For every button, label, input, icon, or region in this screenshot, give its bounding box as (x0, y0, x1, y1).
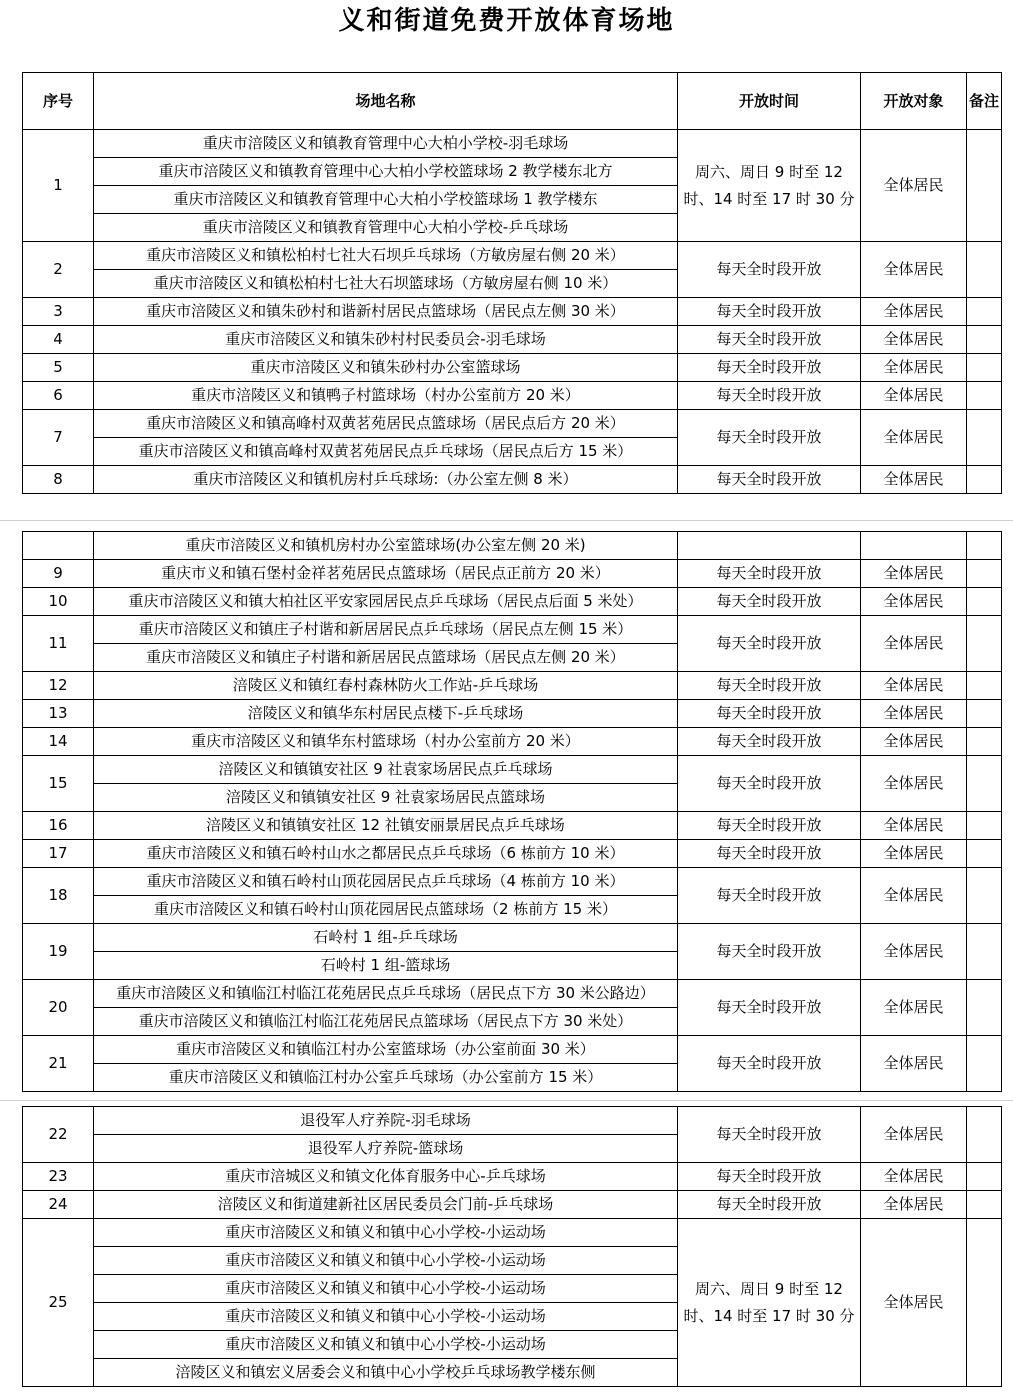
note-cell (967, 1107, 1002, 1163)
open-target-cell: 全体居民 (861, 466, 967, 494)
seq-cell (23, 532, 94, 560)
venue-name-cell: 重庆市涪陵区义和镇临江村办公室篮球场（办公室前面 30 米） (94, 1036, 678, 1064)
seq-cell: 22 (23, 1107, 94, 1163)
venue-name-cell: 重庆市涪陵区义和镇机房村办公室篮球场(办公室左侧 20 米) (94, 532, 678, 560)
seq-cell: 12 (23, 672, 94, 700)
note-cell (967, 728, 1002, 756)
seq-cell: 7 (23, 410, 94, 466)
note-cell (967, 298, 1002, 326)
table-row (23, 1163, 1002, 1191)
open-target-cell: 全体居民 (861, 700, 967, 728)
open-time-cell: 每天全时段开放 (678, 382, 861, 410)
venue-table-page-3 (22, 1106, 1002, 1387)
table-row (23, 812, 1002, 840)
note-cell (967, 130, 1002, 242)
note-cell (967, 1191, 1002, 1219)
table-row (23, 298, 1002, 326)
table-row (23, 560, 1002, 588)
header-time: 开放时间 (678, 73, 861, 130)
table-row (23, 924, 1002, 952)
venue-name-cell: 石岭村 1 组-篮球场 (94, 952, 678, 980)
venue-name-cell: 重庆市涪陵区义和镇大柏社区平安家园居民点乒乓球场（居民点后面 5 米处） (94, 588, 678, 616)
venue-name-cell: 涪陵区义和镇镇安社区 9 社袁家场居民点乒乓球场 (94, 756, 678, 784)
table-row (23, 466, 1002, 494)
venue-name-cell: 重庆市涪陵区义和镇义和镇中心小学校-小运动场 (94, 1275, 678, 1303)
venue-name-cell: 重庆市涪陵区义和镇松柏村七社大石坝篮球场（方敏房屋右侧 10 米） (94, 270, 678, 298)
header-seq: 序号 (23, 73, 94, 130)
seq-cell: 2 (23, 242, 94, 298)
table-row (23, 616, 1002, 644)
table-row (23, 700, 1002, 728)
venue-name-cell: 重庆市涪陵区义和镇石岭村山水之都居民点乒乓球场（6 栋前方 10 米） (94, 840, 678, 868)
header-target: 开放对象 (861, 73, 967, 130)
seq-cell: 9 (23, 560, 94, 588)
open-time-cell: 每天全时段开放 (678, 812, 861, 840)
open-time-cell: 每天全时段开放 (678, 1163, 861, 1191)
open-target-cell: 全体居民 (861, 868, 967, 924)
table-row (23, 410, 1002, 438)
open-time-cell (678, 532, 861, 560)
open-target-cell: 全体居民 (861, 354, 967, 382)
open-time-cell: 周六、周日 9 时至 12 时、14 时至 17 时 30 分 (678, 1219, 861, 1387)
venue-name-cell: 重庆市涪陵区义和镇华东村篮球场（村办公室前方 20 米） (94, 728, 678, 756)
table-row (23, 840, 1002, 868)
page-break (0, 520, 1013, 529)
seq-cell: 16 (23, 812, 94, 840)
open-time-cell: 每天全时段开放 (678, 924, 861, 980)
table-row (23, 532, 1002, 560)
seq-cell: 10 (23, 588, 94, 616)
open-target-cell: 全体居民 (861, 1107, 967, 1163)
seq-cell: 13 (23, 700, 94, 728)
table-row (23, 1107, 1002, 1135)
venue-name-cell: 重庆市涪陵区义和镇临江村办公室乒乓球场（办公室前方 15 米） (94, 1064, 678, 1092)
open-time-cell: 每天全时段开放 (678, 1107, 861, 1163)
open-target-cell (861, 532, 967, 560)
venue-name-cell: 退役军人疗养院-篮球场 (94, 1135, 678, 1163)
note-cell (967, 560, 1002, 588)
table-row (23, 728, 1002, 756)
open-time-cell: 每天全时段开放 (678, 298, 861, 326)
venue-name-cell: 重庆市涪陵区义和镇教育管理中心大柏小学校篮球场 1 教学楼东 (94, 186, 678, 214)
note-cell (967, 812, 1002, 840)
open-target-cell: 全体居民 (861, 410, 967, 466)
open-time-cell: 每天全时段开放 (678, 560, 861, 588)
open-target-cell: 全体居民 (861, 616, 967, 672)
table-row (23, 1036, 1002, 1064)
table-row (23, 672, 1002, 700)
seq-cell: 3 (23, 298, 94, 326)
venue-name-cell: 重庆市涪陵区义和镇教育管理中心大柏小学校篮球场 2 教学楼东北方 (94, 158, 678, 186)
note-cell (967, 672, 1002, 700)
note-cell (967, 980, 1002, 1036)
venue-name-cell: 重庆市涪陵区义和镇石岭村山顶花园居民点篮球场（2 栋前方 15 米） (94, 896, 678, 924)
venue-name-cell: 重庆市涪陵区义和镇义和镇中心小学校-小运动场 (94, 1303, 678, 1331)
note-cell (967, 868, 1002, 924)
seq-cell: 25 (23, 1219, 94, 1387)
open-target-cell: 全体居民 (861, 672, 967, 700)
open-target-cell: 全体居民 (861, 588, 967, 616)
seq-cell: 8 (23, 466, 94, 494)
venue-name-cell: 重庆市涪陵区义和镇义和镇中心小学校-小运动场 (94, 1247, 678, 1275)
table-row (23, 242, 1002, 270)
note-cell (967, 616, 1002, 672)
seq-cell: 24 (23, 1191, 94, 1219)
venue-name-cell: 重庆市涪陵区义和镇鸭子村篮球场（村办公室前方 20 米） (94, 382, 678, 410)
seq-cell: 21 (23, 1036, 94, 1092)
note-cell (967, 1163, 1002, 1191)
venue-name-cell: 重庆市涪陵区义和镇朱砂村和谐新村居民点篮球场（居民点左侧 30 米） (94, 298, 678, 326)
venue-name-cell: 重庆市涪陵区义和镇高峰村双黄茗苑居民点乒乓球场（居民点后方 15 米） (94, 438, 678, 466)
open-time-cell: 每天全时段开放 (678, 756, 861, 812)
venue-name-cell: 涪陵区义和镇宏义居委会义和镇中心小学校乒乓球场教学楼东侧 (94, 1359, 678, 1387)
table-row (23, 326, 1002, 354)
open-target-cell: 全体居民 (861, 1163, 967, 1191)
venue-name-cell: 重庆市涪陵区义和镇机房村乒乓球场:（办公室左侧 8 米） (94, 466, 678, 494)
note-cell (967, 840, 1002, 868)
note-cell (967, 924, 1002, 980)
note-cell (967, 1219, 1002, 1387)
seq-cell: 19 (23, 924, 94, 980)
page-title: 义和街道免费开放体育场地 (338, 6, 675, 36)
header-note: 备注 (967, 73, 1002, 130)
header-name: 场地名称 (94, 73, 678, 130)
table-row (23, 868, 1002, 896)
open-target-cell: 全体居民 (861, 840, 967, 868)
seq-cell: 4 (23, 326, 94, 354)
seq-cell: 14 (23, 728, 94, 756)
seq-cell: 23 (23, 1163, 94, 1191)
note-cell (967, 466, 1002, 494)
open-time-cell: 每天全时段开放 (678, 588, 861, 616)
venue-name-cell: 重庆市涪陵区义和镇松柏村七社大石坝乒乓球场（方敏房屋右侧 20 米） (94, 242, 678, 270)
venue-name-cell: 重庆市涪城区义和镇文化体育服务中心-乒乓球场 (94, 1163, 678, 1191)
open-time-cell: 每天全时段开放 (678, 672, 861, 700)
venue-name-cell: 涪陵区义和镇镇安社区 9 社袁家场居民点篮球场 (94, 784, 678, 812)
venue-name-cell: 重庆市涪陵区义和镇高峰村双黄茗苑居民点篮球场（居民点后方 20 米） (94, 410, 678, 438)
open-time-cell: 每天全时段开放 (678, 728, 861, 756)
open-target-cell: 全体居民 (861, 812, 967, 840)
open-time-cell: 每天全时段开放 (678, 410, 861, 466)
table-header-row (23, 73, 1002, 130)
table-row (23, 382, 1002, 410)
open-target-cell: 全体居民 (861, 242, 967, 298)
note-cell (967, 326, 1002, 354)
open-target-cell: 全体居民 (861, 326, 967, 354)
open-time-cell: 每天全时段开放 (678, 980, 861, 1036)
venue-name-cell: 重庆市涪陵区义和镇庄子村谐和新居居民点乒乓球场（居民点左侧 15 米） (94, 616, 678, 644)
venue-name-cell: 石岭村 1 组-乒乓球场 (94, 924, 678, 952)
open-time-cell: 每天全时段开放 (678, 466, 861, 494)
seq-cell: 5 (23, 354, 94, 382)
table-row (23, 756, 1002, 784)
venue-name-cell: 重庆市涪陵区义和镇朱砂村办公室篮球场 (94, 354, 678, 382)
open-time-cell: 每天全时段开放 (678, 1036, 861, 1092)
open-target-cell: 全体居民 (861, 130, 967, 242)
venue-name-cell: 重庆市涪陵区义和镇义和镇中心小学校-小运动场 (94, 1331, 678, 1359)
venue-name-cell: 重庆市涪陵区义和镇庄子村谐和新居居民点篮球场（居民点左侧 20 米） (94, 644, 678, 672)
open-time-cell: 每天全时段开放 (678, 354, 861, 382)
open-target-cell: 全体居民 (861, 728, 967, 756)
venue-name-cell: 重庆市涪陵区义和镇教育管理中心大柏小学校-羽毛球场 (94, 130, 678, 158)
note-cell (967, 410, 1002, 466)
seq-cell: 20 (23, 980, 94, 1036)
open-target-cell: 全体居民 (861, 382, 967, 410)
open-target-cell: 全体居民 (861, 1219, 967, 1387)
open-time-cell: 每天全时段开放 (678, 616, 861, 672)
open-time-cell: 每天全时段开放 (678, 700, 861, 728)
venue-name-cell: 重庆市涪陵区义和镇临江村临江花苑居民点乒乓球场（居民点下方 30 米公路边） (94, 980, 678, 1008)
venue-name-cell: 重庆市涪陵区义和镇石岭村山顶花园居民点乒乓球场（4 栋前方 10 米） (94, 868, 678, 896)
note-cell (967, 700, 1002, 728)
note-cell (967, 1036, 1002, 1092)
open-target-cell: 全体居民 (861, 756, 967, 812)
open-target-cell: 全体居民 (861, 1191, 967, 1219)
open-time-cell: 每天全时段开放 (678, 1191, 861, 1219)
open-target-cell: 全体居民 (861, 1036, 967, 1092)
venue-name-cell: 重庆市义和镇石堡村金祥茗苑居民点篮球场（居民点正前方 20 米） (94, 560, 678, 588)
seq-cell: 17 (23, 840, 94, 868)
table-row (23, 1191, 1002, 1219)
note-cell (967, 382, 1002, 410)
seq-cell: 15 (23, 756, 94, 812)
note-cell (967, 588, 1002, 616)
note-cell (967, 354, 1002, 382)
venue-table-page-2 (22, 531, 1002, 1092)
venue-name-cell: 重庆市涪陵区义和镇临江村临江花苑居民点篮球场（居民点下方 30 米处） (94, 1008, 678, 1036)
note-cell (967, 756, 1002, 812)
venue-name-cell: 重庆市涪陵区义和镇教育管理中心大柏小学校-乒乓球场 (94, 214, 678, 242)
seq-cell: 18 (23, 868, 94, 924)
open-target-cell: 全体居民 (861, 924, 967, 980)
table-row (23, 1219, 1002, 1247)
table-row (23, 130, 1002, 158)
open-target-cell: 全体居民 (861, 298, 967, 326)
open-time-cell: 每天全时段开放 (678, 242, 861, 298)
venue-name-cell: 涪陵区义和街道建新社区居民委员会门前-乒乓球场 (94, 1191, 678, 1219)
open-time-cell: 每天全时段开放 (678, 840, 861, 868)
open-target-cell: 全体居民 (861, 980, 967, 1036)
seq-cell: 11 (23, 616, 94, 672)
venue-name-cell: 涪陵区义和镇镇安社区 12 社镇安丽景居民点乒乓球场 (94, 812, 678, 840)
open-time-cell: 周六、周日 9 时至 12 时、14 时至 17 时 30 分 (678, 130, 861, 242)
note-cell (967, 532, 1002, 560)
note-cell (967, 242, 1002, 298)
seq-cell: 6 (23, 382, 94, 410)
open-time-cell: 每天全时段开放 (678, 868, 861, 924)
table-row (23, 354, 1002, 382)
open-target-cell: 全体居民 (861, 560, 967, 588)
venue-name-cell: 重庆市涪陵区义和镇义和镇中心小学校-小运动场 (94, 1219, 678, 1247)
seq-cell: 1 (23, 130, 94, 242)
open-time-cell: 每天全时段开放 (678, 326, 861, 354)
venue-table-page-1 (22, 72, 1002, 494)
venue-name-cell: 重庆市涪陵区义和镇朱砂村村民委员会-羽毛球场 (94, 326, 678, 354)
table-row (23, 588, 1002, 616)
venue-name-cell: 退役军人疗养院-羽毛球场 (94, 1107, 678, 1135)
venue-name-cell: 涪陵区义和镇华东村居民点楼下-乒乓球场 (94, 700, 678, 728)
table-row (23, 980, 1002, 1008)
venue-name-cell: 涪陵区义和镇红春村森林防火工作站-乒乓球场 (94, 672, 678, 700)
